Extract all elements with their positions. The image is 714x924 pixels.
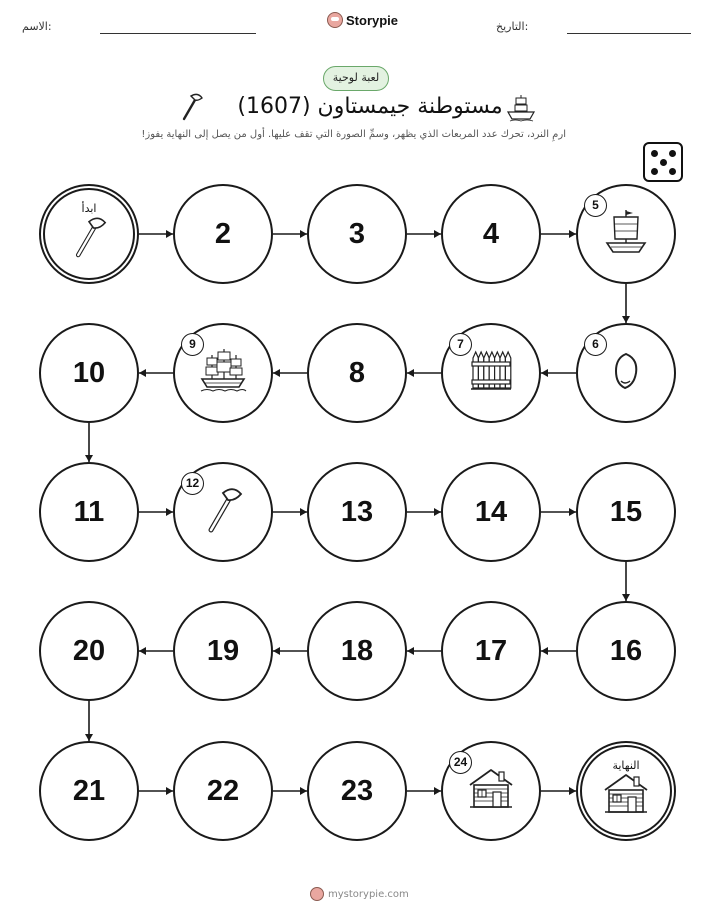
- square-number: 4: [482, 217, 500, 250]
- path-arrow: [541, 230, 576, 238]
- board-square-11: [39, 462, 139, 562]
- board-square-22: [173, 741, 273, 841]
- finish-label: النهاية: [612, 759, 640, 772]
- square-number: 16: [609, 634, 643, 667]
- square-number-badge: 9: [181, 333, 204, 356]
- log-cabin-icon: [602, 772, 650, 820]
- board-square-12: [173, 462, 273, 562]
- square-number-badge: 6: [584, 333, 607, 356]
- square-number: 10: [72, 356, 106, 389]
- path-arrow: [273, 230, 307, 238]
- date-label: التاريخ:: [496, 20, 529, 33]
- path-arrow: [622, 562, 630, 601]
- board-square-19: [173, 601, 273, 701]
- board-square-2: [173, 184, 273, 284]
- path-arrow: [541, 508, 576, 516]
- sailing-ship-icon: [604, 207, 648, 261]
- path-arrow: [273, 647, 307, 655]
- brand-name: Storypie: [346, 12, 399, 28]
- galleon-ship-icon: [198, 347, 248, 399]
- board-square-14: [441, 462, 541, 562]
- square-number-badge: 24: [449, 751, 472, 774]
- path-arrow: [622, 284, 630, 323]
- board-square-6: [576, 323, 676, 423]
- path-arrow: [273, 787, 307, 795]
- square-number-badge: 5: [584, 194, 607, 217]
- board-square-23: [307, 741, 407, 841]
- axe-icon: [201, 485, 245, 539]
- board-square-16: [576, 601, 676, 701]
- square-number: 22: [206, 774, 240, 807]
- game-type-badge: لعبة لوحية: [323, 66, 389, 91]
- palisade-fort-icon: [469, 348, 513, 398]
- start-label: ابدأ: [81, 202, 97, 215]
- board-square-3: [307, 184, 407, 284]
- path-arrow: [139, 230, 173, 238]
- board-square-17: [441, 601, 541, 701]
- square-number: 13: [340, 495, 374, 528]
- path-arrow: [407, 787, 441, 795]
- storypie-logo-icon: [310, 887, 324, 901]
- footer: [310, 887, 409, 901]
- board-square-7: [441, 323, 541, 423]
- board-square-13: [307, 462, 407, 562]
- board-square-21: [39, 741, 139, 841]
- path-arrow: [273, 369, 307, 377]
- board-square-10: [39, 323, 139, 423]
- game-instructions: ارمِ النرد، تحرك عدد المربعات الذي يظهر، وسمِّ الصورة التي تقف عليها. أول من يصل إلى النهاية يفوز!: [141, 129, 566, 140]
- path-arrow: [139, 508, 173, 516]
- log-cabin-icon: [467, 767, 515, 815]
- square-number-badge: 12: [181, 472, 204, 495]
- path-arrow: [85, 701, 93, 741]
- board-square-20: [39, 601, 139, 701]
- path-arrow: [139, 369, 173, 377]
- square-number-badge: 7: [449, 333, 472, 356]
- path-arrow: [407, 369, 441, 377]
- square-number: 8: [348, 356, 366, 389]
- board-square-5: [576, 184, 676, 284]
- path-arrow: [407, 508, 441, 516]
- board-square-9: [173, 323, 273, 423]
- square-number: 20: [72, 634, 106, 667]
- board-square-8: [307, 323, 407, 423]
- square-number: 19: [206, 634, 240, 667]
- board-square-18: [307, 601, 407, 701]
- square-number: 23: [340, 774, 374, 807]
- path-arrow: [541, 787, 576, 795]
- axe-icon: [69, 215, 109, 264]
- seed-icon: [611, 351, 641, 395]
- path-arrow: [85, 423, 93, 462]
- path-arrow: [541, 647, 576, 655]
- footer-url: mystorypie.com: [328, 888, 409, 900]
- start-square: [39, 184, 139, 284]
- path-arrow: [541, 369, 576, 377]
- square-number: 18: [340, 634, 374, 667]
- name-label: الاسم:: [22, 20, 52, 33]
- square-number: 11: [73, 495, 105, 528]
- path-arrow: [139, 647, 173, 655]
- board-square-24: [441, 741, 541, 841]
- square-number: 15: [609, 495, 643, 528]
- page-title: مستوطنة جيمستاون (1607): [237, 94, 503, 119]
- square-number: 2: [214, 217, 232, 250]
- square-number: 17: [474, 634, 508, 667]
- board-square-4: [441, 184, 541, 284]
- square-number: 14: [474, 495, 508, 528]
- path-arrow: [273, 508, 307, 516]
- board-square-15: [576, 462, 676, 562]
- square-number: 3: [348, 217, 366, 250]
- path-arrow: [407, 230, 441, 238]
- finish-square: [576, 741, 676, 841]
- path-arrow: [407, 647, 441, 655]
- square-number: 21: [72, 774, 106, 807]
- path-arrow: [139, 787, 173, 795]
